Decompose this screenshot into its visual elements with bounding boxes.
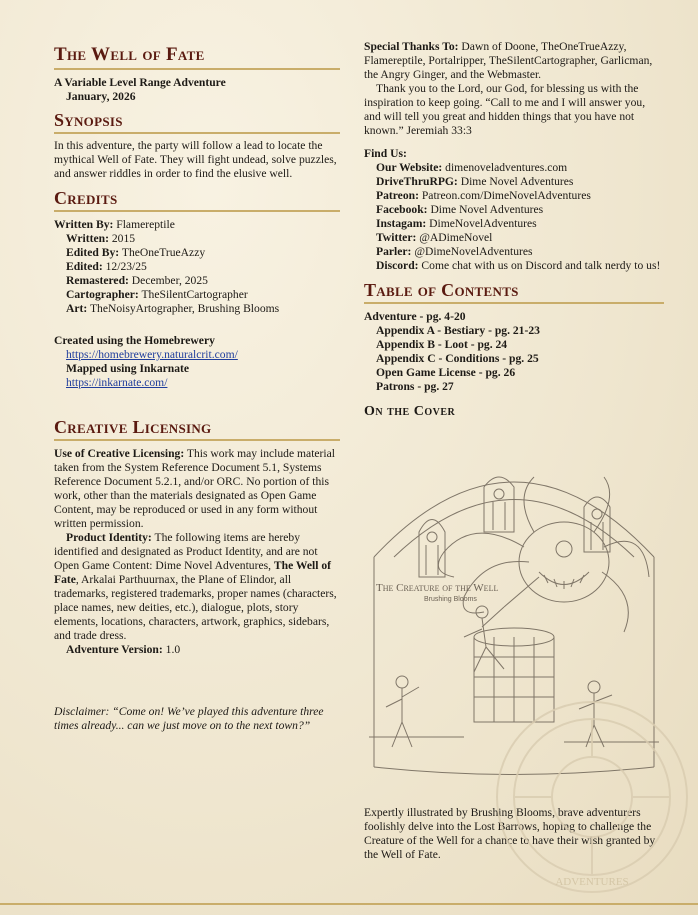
discord-item: Discord: Come chat with us on Discord and talk nerdy to us! xyxy=(376,259,661,272)
toc-item[interactable]: Appendix C - Conditions - pg. 25 xyxy=(376,352,539,365)
find-us-item: Parler: @DimeNovelAdventures xyxy=(376,245,533,258)
product-identity-paragraph: Product Identity: The following items are hereby identified and designated as Product Identity, and are not Open Game Content: Dime Novel Adventures, The Well of Fate, Arkalai Parthuurnax, the Plane of Elindor, all trademarks, registered trademarks, proper names (characters, place names, new deities, etc.), dialogue, plots, story elements, locations, characters, artwork, graphics, sidebars, and trade dress. xyxy=(54,531,337,642)
licensing-heading: Creative Licensing xyxy=(54,417,340,441)
toc-heading: Table of Contents xyxy=(364,280,664,304)
credits-heading: Credits xyxy=(54,188,340,212)
toc-item[interactable]: Patrons - pg. 27 xyxy=(376,380,454,393)
credits-list xyxy=(54,218,340,316)
credit-item: Cartographer: TheSilentCartographer xyxy=(66,288,248,301)
credit-item: Written: 2015 xyxy=(66,232,136,245)
toc-item[interactable]: Adventure - pg. 4-20 xyxy=(364,310,466,323)
disclaimer-text: Disclaimer: “Come on! We’ve played this adventure three times already... can we just move on to the next town?” xyxy=(54,705,324,732)
find-us-label: Find Us: xyxy=(364,147,407,160)
document-title: The Well of Fate xyxy=(54,44,340,70)
stamp-text: ADVENTURES xyxy=(555,876,629,888)
toc-item[interactable]: Open Game License - pg. 26 xyxy=(376,366,516,379)
credit-item: Remastered: December, 2025 xyxy=(66,274,208,287)
find-us-item: Patreon: Patreon.com/DimeNovelAdventures xyxy=(376,189,591,202)
credit-item: Edited By: TheOneTrueAzzy xyxy=(66,246,206,259)
adventure-date: January, 2026 xyxy=(66,90,136,103)
thanks-blessing: Thank you to the Lord, our God, for blessing us with the inspiration to keep going. “Call to me and I will answer you, and will tell you great and hidden things that you have not known.” Jeremiah 33:3 xyxy=(364,82,646,137)
synopsis-text: In this adventure, the party will follow a lead to locate the mythical Well of Fate. They will fight undead, solve puzzles, and answer riddles in order to find the elusive well. xyxy=(54,139,337,180)
find-us-item: Our Website: dimenoveladventures.com xyxy=(376,161,568,174)
credit-item: Written By: Flamereptile xyxy=(54,218,175,231)
find-us-item: Twitter: @ADimeNovel xyxy=(376,231,493,244)
special-thanks: Special Thanks To: Dawn of Doone, TheOneTrueAzzy, Flamereptile, Portalripper, TheSilentCartographer, Garlicman, the Angry Ginger, and the Webmaster. xyxy=(364,40,653,81)
footer-rule xyxy=(0,901,698,907)
homebrewery-link[interactable]: https://homebrewery.naturalcrit.com/ xyxy=(66,348,238,361)
synopsis-heading: Synopsis xyxy=(54,110,340,134)
cover-heading: On the Cover xyxy=(364,404,456,419)
toc-list xyxy=(364,310,664,394)
inkarnate-link[interactable]: https://inkarnate.com/ xyxy=(66,376,168,389)
find-us-item: Facebook: Dime Novel Adventures xyxy=(376,203,544,216)
right-column xyxy=(364,40,664,420)
homebrewery-label: Created using the Homebrewery xyxy=(54,334,215,347)
art-credit: Brushing Blooms xyxy=(424,596,477,603)
cover-caption: Expertly illustrated by Brushing Blooms, brave adventurers foolishly delve into the Lost Barrows, hoping to challenge the Creature of the Well for a chance to have their wish granted by the Well of Fate. xyxy=(364,806,656,861)
licensing-paragraph: Use of Creative Licensing: This work may include material taken from the System Reference Document 5.1, Systems Reference Document 5.2.1, and/or ORC. No portion of this work, other than the materials designated as Open Game Content, may be reproduced or used in any form without written permission. xyxy=(54,447,336,530)
adventure-subtitle: A Variable Level Range Adventure xyxy=(54,76,226,89)
logo-stamp-icon xyxy=(492,697,692,897)
adventure-version: Adventure Version: 1.0 xyxy=(66,643,181,656)
left-column xyxy=(54,40,340,733)
toc-item[interactable]: Appendix B - Loot - pg. 24 xyxy=(376,338,508,351)
find-us-item: DriveThruRPG: Dime Novel Adventures xyxy=(376,175,574,188)
toc-item[interactable]: Appendix A - Bestiary - pg. 21-23 xyxy=(376,324,540,337)
credit-item: Art: TheNoisyArtographer, Brushing Blooms xyxy=(66,302,280,315)
tools-credits xyxy=(54,334,340,390)
find-us xyxy=(364,147,664,273)
find-us-item: Instagam: DimeNovelAdventures xyxy=(376,217,537,230)
art-title: The Creature of the Well xyxy=(376,582,499,594)
credit-item: Edited: 12/23/25 xyxy=(66,260,147,273)
inkarnate-label: Mapped using Inkarnate xyxy=(66,362,190,375)
